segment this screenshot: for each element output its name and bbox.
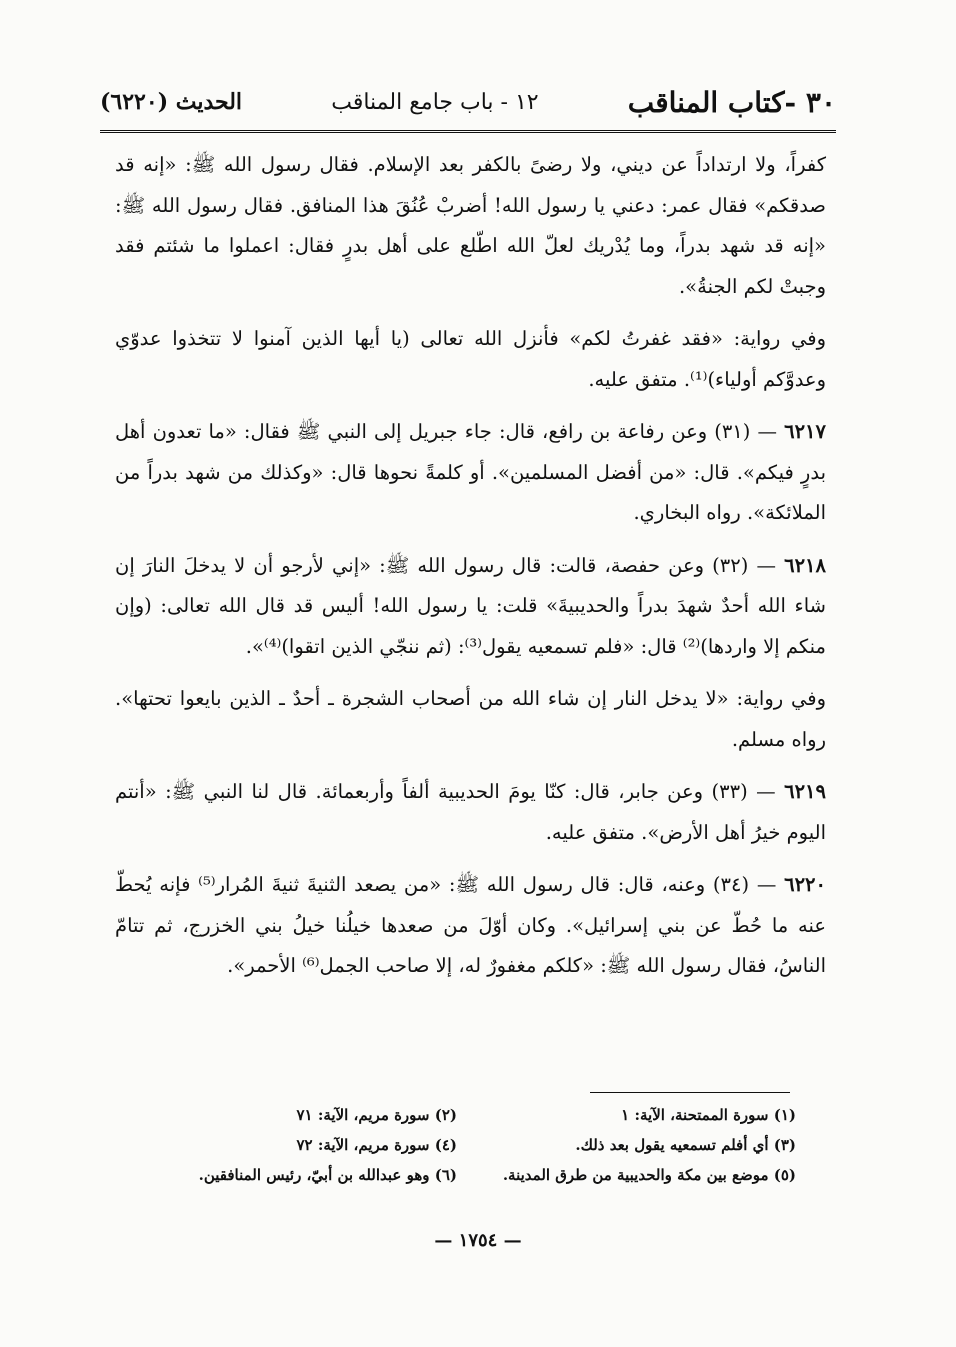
footnote: (١) سورة الممتحنة، الآية: ١ (621, 1106, 796, 1124)
footnote: (٣) أي أفلم تسمعيه يقول بعد ذلك. (575, 1136, 796, 1154)
paragraph: كفراً، ولا ارتداداً عن ديني، ولا رضىً بالكفر بعد الإسلام. فقال رسول الله ﷺ: «إنه قد صدقكم» فقال عمر: دعني يا رسول الله! أضربْ عُنُقَ هذا المنافق. فقال رسول الله ﷺ: «إنه قد شهد بدراً، وما يُدْريك لعلّ الله اطّلع على أهل بدرٍ فقال: اعملوا ما شئتم فقد وجبتْ لكم الجنةُ». (115, 153, 826, 298)
paragraph: وفي رواية: «لا يدخل النار إن شاء الله من أصحاب الشجرة ـ أحدٌ ـ الذين بايعوا تحتها». رواه مسلم. (115, 687, 826, 751)
footnote: (٤) سورة مريم، الآية: ٧٢ (296, 1136, 457, 1154)
page-header (100, 78, 836, 133)
footnote-row (118, 1160, 796, 1190)
hadith-6217: ٦٢١٧ — (٣١) وعن رفاعة بن رافع، قال: جاء جبريل إلى النبي ﷺ فقال: «ما تعدون أهل بدرٍ فيكم». قال: «من أفضل المسلمين». أو كلمةً نحوها قال: «وكذلك من شهد بدراً من الملائكة». رواه البخاري. (115, 420, 826, 524)
book-title: ٣٠ -كتاب المناقب (627, 85, 836, 119)
paragraph: وفي رواية: «فقد غفرتُ لكم» فأنزل الله تعالى (يا أيها الذين آمنوا لا تتخذوا عدوّي وعدوَّكم أولياء)⁽¹⁾. متفق عليه. (115, 327, 826, 391)
footnote-divider (590, 1092, 790, 1093)
hadith-6219: ٦٢١٩ — (٣٣) وعن جابر، قال: كنّا يومَ الحديبية ألفاً وأربعمائة. قال لنا النبي ﷺ: «أنتم اليوم خيرُ أهل الأرض». متفق عليه. (115, 780, 826, 844)
hadith-6218: ٦٢١٨ — (٣٢) وعن حفصة، قالت: قال رسول الله ﷺ: «إني لأرجو أن لا يدخلَ النارَ إن شاء الله أحدٌ شهدَ بدراً والحديبيةَ» قلت: يا رسول الله! أليس قد قال الله تعالى: (وإن منكم إلا واردها)⁽²⁾ قال: «فلم تسمعيه يقول⁽³⁾: (ثم ننجّي الذين اتقوا)⁽⁴⁾». (115, 553, 826, 658)
footnote: (٢) سورة مريم، الآية: ٧١ (296, 1106, 457, 1124)
page-number: — ١٧٥٤ — (434, 1230, 522, 1251)
footnote: (٦) وهو عبدالله بن أبيّ، رئيس المنافقين. (198, 1166, 457, 1184)
footnotes (118, 1100, 796, 1190)
footnote-row (118, 1130, 796, 1160)
hadith-number: ٦٢١٧ (784, 420, 826, 443)
footnote-row (118, 1100, 796, 1130)
chapter-title: ١٢ - باب جامع المناقب (331, 89, 539, 115)
main-text (115, 145, 826, 999)
hadith-6220: ٦٢٢٠ — (٣٤) وعنه، قال: قال رسول الله ﷺ: «من يصعد الثنيةَ ثنيةَ المُرار⁽⁵⁾ فإنه يُحطّ عنه ما حُطّ عن بني إسرائيل». وكان أوّلَ من صعدها خيلُنا خيلُ بني الخزرج، ثم تتامّ الناسُ، فقال رسول الله ﷺ: «كلكم مغفورٌ له، إلا صاحب الجمل⁽⁶⁾ الأحمر». (115, 873, 826, 977)
hadith-number: ٦٢١٨ (784, 553, 826, 577)
hadith-number: ٦٢٢٠ (784, 873, 826, 896)
hadith-reference: الحديث (٦٢٢٠) (100, 89, 243, 115)
hadith-number: ٦٢١٩ (784, 780, 826, 803)
footnote: (٥) موضع بين مكة والحديبية من طرق المدينة. (502, 1166, 796, 1184)
